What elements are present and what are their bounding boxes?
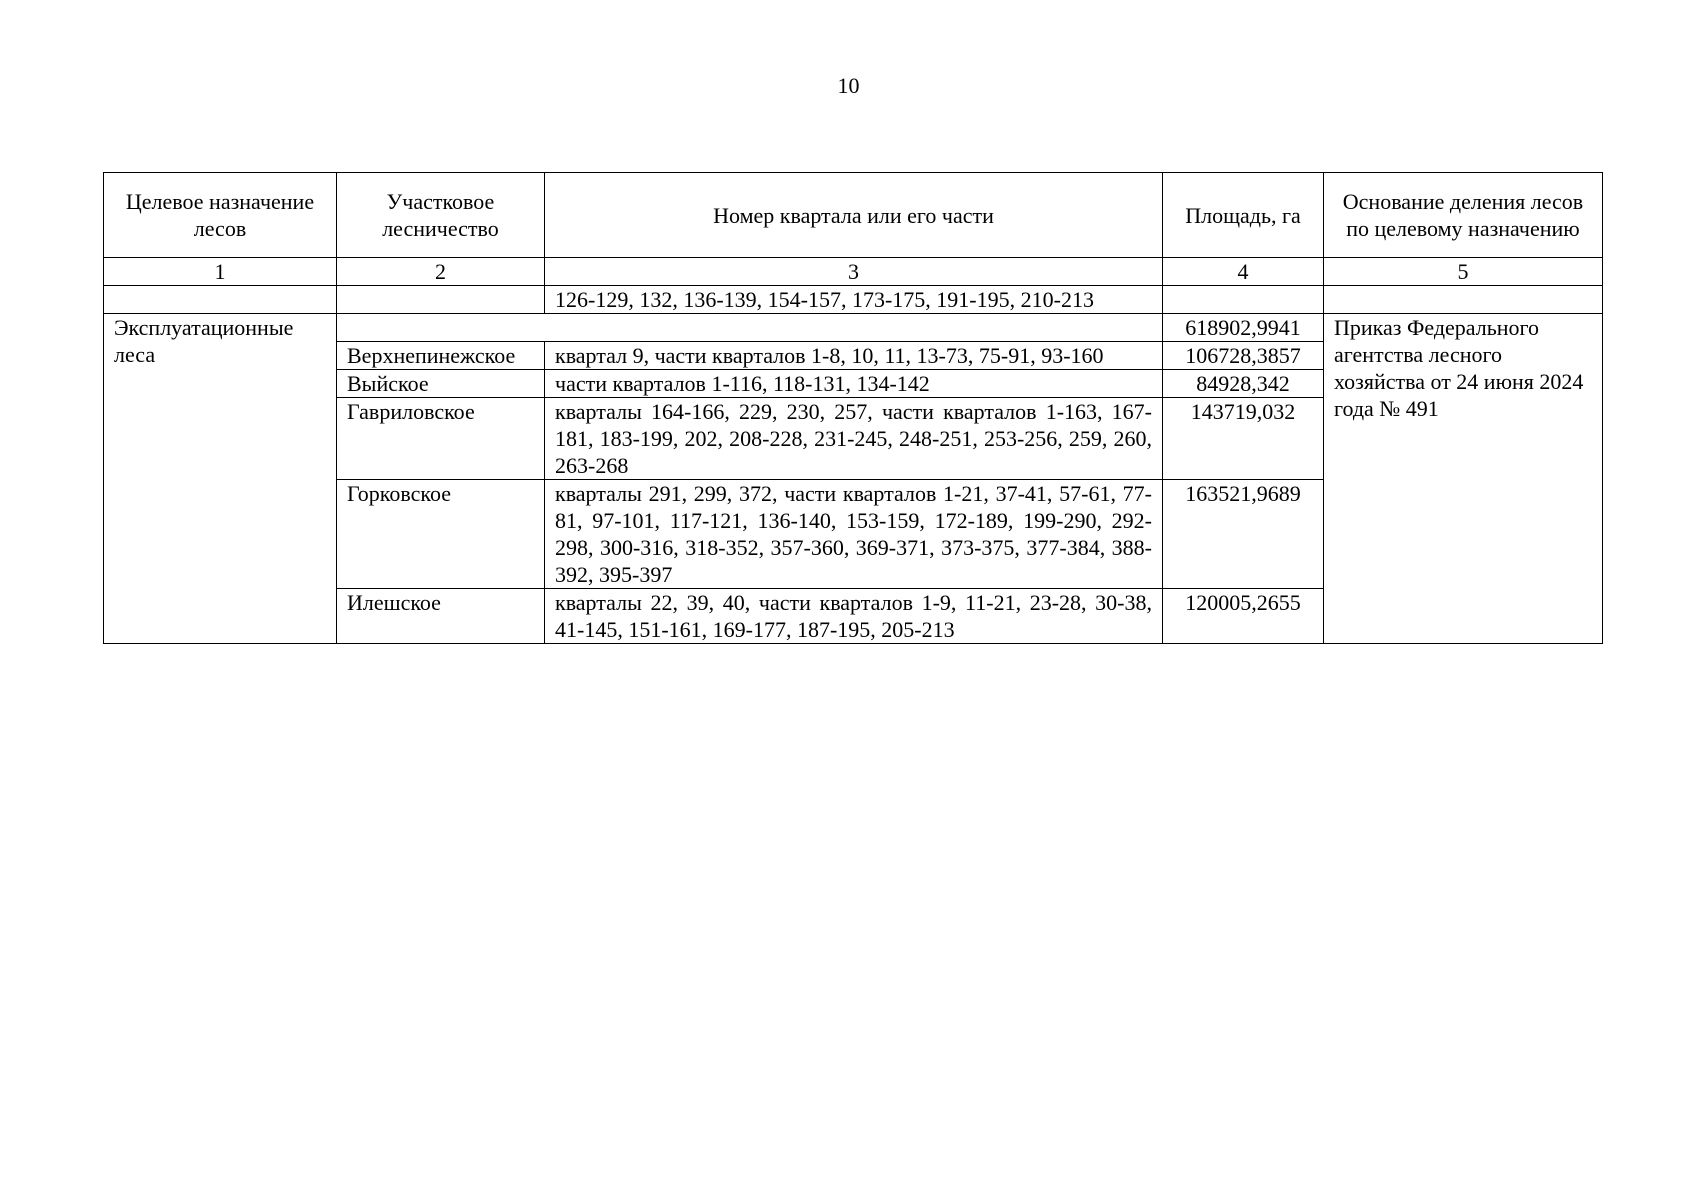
forestry-cell: Илешское [337, 589, 545, 644]
empty-cell [104, 286, 337, 314]
column-number: 3 [545, 258, 1163, 286]
table-row [104, 314, 1603, 342]
table-row [104, 286, 1603, 314]
quarters-cell: кварталы 164-166, 229, 230, 257, части кварталов 1-163, 167-181, 183-199, 202, 208-228, 231-245, 248-251, 253-256, 259, 260, 263-268 [545, 398, 1163, 480]
area-cell: 84928,342 [1163, 370, 1324, 398]
basis-cell: Приказ Федерального агентства лесного хозяйства от 24 июня 2024 года № 491 [1324, 314, 1603, 644]
area-cell: 120005,2655 [1163, 589, 1324, 644]
empty-cell [1324, 286, 1603, 314]
quarters-cell: кварталы 22, 39, 40, части кварталов 1-9, 11-21, 23-28, 30-38, 41-145, 151-161, 169-177, 187-195, 205-213 [545, 589, 1163, 644]
quarters-cell: 126-129, 132, 136-139, 154-157, 173-175, 191-195, 210-213 [545, 286, 1163, 314]
area-cell: 143719,032 [1163, 398, 1324, 480]
header-forestry: Участковое лесничество [337, 173, 545, 258]
header-purpose: Целевое назначение лесов [104, 173, 337, 258]
quarters-cell: квартал 9, части кварталов 1-8, 10, 11, 13-73, 75-91, 93-160 [545, 342, 1163, 370]
table-header-row [104, 173, 1603, 258]
quarters-cell: части кварталов 1-116, 118-131, 134-142 [545, 370, 1163, 398]
area-cell: 163521,9689 [1163, 480, 1324, 589]
header-basis: Основание деления лесов по целевому назначению [1324, 173, 1603, 258]
area-cell: 106728,3857 [1163, 342, 1324, 370]
empty-cell [337, 286, 545, 314]
page-number: 10 [837, 73, 860, 98]
column-number-row [104, 258, 1603, 286]
forestry-cell: Горковское [337, 480, 545, 589]
header-quarters: Номер квартала или его части [545, 173, 1163, 258]
column-number: 2 [337, 258, 545, 286]
column-number: 1 [104, 258, 337, 286]
column-number: 5 [1324, 258, 1603, 286]
forest-purpose-table [103, 172, 1603, 644]
quarters-cell: кварталы 291, 299, 372, части кварталов 1-21, 37-41, 57-61, 77-81, 97-101, 117-121, 136-140, 153-159, 172-189, 199-290, 292-298, 300-316, 318-352, 357-360, 369-371, 373-375, 377-384, 388-392, 395-397 [545, 480, 1163, 589]
column-number: 4 [1163, 258, 1324, 286]
forestry-cell: Гавриловское [337, 398, 545, 480]
purpose-cell: Эксплуатационные леса [104, 314, 337, 644]
total-area-cell: 618902,9941 [1163, 314, 1324, 342]
empty-cell [337, 314, 1163, 342]
forestry-cell: Выйское [337, 370, 545, 398]
header-area: Площадь, га [1163, 173, 1324, 258]
empty-cell [1163, 286, 1324, 314]
forestry-cell: Верхнепинежское [337, 342, 545, 370]
